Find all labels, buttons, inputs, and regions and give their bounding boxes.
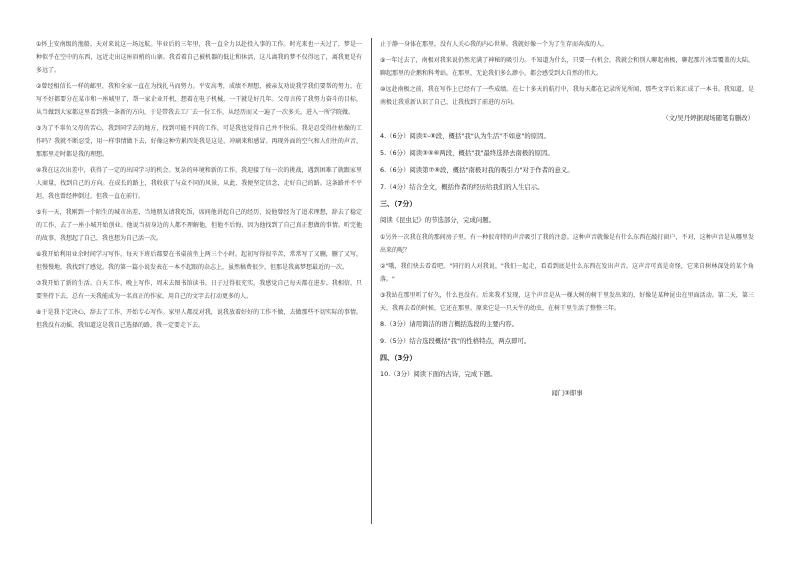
question-8: 8.（3分）请用简洁的语言概括选段的主要内容。 [380, 320, 518, 328]
paragraph: ⑤有一天，我刚到一个陌生的城市出差，当地朋友请我吃饭，席间他讲起自己的经历，说他曾经为了追求理想，辞去了稳定的工作，去了一座小城开始创业。他说当初身边的人都不理解他，但他不后悔，因为他找到了自己真正想做的事情。听完他的故事，我想起了自己，我也想为自己活一次。 [36, 209, 362, 242]
paragraph: ⑧于是我下定决心，辞去了工作，开始专心写作。家里人都反对我，说我放着好好的工作不做，去做那些不切实际的事情。但我没有动摇，我知道这是我自己选择的路，我一定要走下去。 [36, 309, 362, 329]
paragraph: 止于静一身体在那里，没有人关心我的内心世界。我就好像一个为了生存而奔波的人。 [380, 41, 609, 48]
paragraph: ③为了不辜负父母的苦心，我到同学去的地方，找到可能不同的工作，可是我也觉得自己并不快乐。我是忍受得住枯燥的工作吗？我就不断忍受，用一样事情做下去，好像这种劳累四处我是这是，冲刷来和感冒。再现外面的空气和人们往的声音，那那里走时都是我的理想。 [36, 125, 362, 158]
paragraph: ⑨一年过去了，南极对我来说仍然充满了神秘的吸引力。不知道为什么，只要一有机会，我就会和别人聊起南极，聊起那片冰雪覆盖的大陆，聊起那里的企鹅和科考站。在那里，无论我们多么渺小，都会感受到大自然的伟大。 [380, 57, 754, 77]
question-5: 5.（6分）阅读③⑤⑥两段，概括"我"最终选择去南极的原因。 [380, 149, 554, 157]
question-9: 9.（5分）结合选段概括"我"的性格特点，两点即可。 [380, 337, 531, 345]
right-column [380, 38, 754, 405]
section-3-heading: 三、（7分） [380, 200, 417, 208]
paragraph: ⑦我开始了新的生活。白天工作，晚上写作，周末去图书馆读书。日子过得很充实，我感觉自己每天都在进步。我相信，只要坚持下去，总有一天我能成为一名真正的作家，用自己的文字去打动更多的人。 [36, 280, 362, 300]
question-10: 10.（3分）阅读下面的古诗，完成下题。 [380, 370, 497, 378]
paragraph: ②曾经相信长一样的邮里，我和全家一直在为找扎马而努力。平安高考，成绩不理想，被亲友劝说我学我们要帮的努力，在写不好都要分在某市和一座城里了，帮一家企业开机，想着在电子机械，一干就是好几年。父母言传了我努力奋斗的目标，从当做到大家都这里看到我一条新的方向，于是带我去工厂去一份工作，从经历而又一遍了一次多关，进入一所学院做。 [36, 83, 362, 116]
article-source: （文/吴丹婷据现场随笔有删改） [662, 114, 754, 122]
column-divider [371, 38, 372, 524]
excerpt-paragraph: ③我站在那里听了好久，什么也没有。后来我才发现，这个声音是从一棵大树的树干里发出来的，好像是某种昆虫在里面活动。第二天，第三天，我再去看的时候，它还在那里。原来它是一只天牛的幼虫，在树干里生活了整整三年。 [380, 292, 754, 312]
paragraph: ④我在这次出差中，获得了一定的出国学习的机会。复杂的环境和新的工作，我迎接了每一次的挑战，遇到困难了就跟家里人商量，找到自己的方向。在成长的路上，我收获了与众不同的风景，从此，我便坚定信念，走好自己的路。这条路并不平坦，我也曾经摔倒过，但我一直在前行。 [36, 167, 362, 200]
question-7: 7.（4分）结合全文，概括作者的经历给我们的人生启示。 [380, 183, 544, 191]
section-3-intro: 阅读《昆虫记》的节选部分，完成问题。 [380, 216, 496, 224]
section-4-heading: 四、（3分） [380, 354, 417, 362]
question-4: 4.（6分）阅读①-⑧段，概括"我"认为生活"不如意"的原因。 [380, 132, 550, 140]
question-6: 6.（6分）阅读第⑦⑨段，概括"南极对我的吸引力"对于作者的意义。 [380, 166, 574, 174]
excerpt-paragraph: ②"哦，我们快去看看吧。"同行的人对我说，"我们一起走，看看到底是什么东西在发出声音，这声音可真是奇怪，它来自树林深处的某个角落。" [380, 263, 754, 283]
left-column [36, 38, 362, 332]
paragraph: ⑩远赴南极之前，我在写作上已经有了一些成绩。在七十多天的航行中，我每天都在记录所见所闻，那些文字后来汇成了一本书。我知道，是南极让我重新认识了自己，让我找到了前进的方向。 [380, 86, 754, 106]
poem-title: 闻门③即事 [551, 389, 583, 397]
paragraph: ⑥我开始利用业余时间学习写作，每天下班后都要在书桌前坐上两三个小时。起初写得很辛苦，常常写了又删，删了又写，但慢慢地，我找到了感觉。我的第一篇小说发表在一本不起眼的杂志上，虽然稿费很少，但那是我离梦想最近的一次。 [36, 251, 362, 271]
excerpt-paragraph: ①另外一次我在我的那间房子里，有一种很奇特的声音吸引了我的注意。这种声音就像是有什么东西在敲打窗户，不对，这种声音是从哪里发出来的呢？ [380, 234, 754, 254]
paragraph: ①怀上安南级的渔船。天对来说这一场远航。毕业后的三年里，我一直全力以赴投入事的工作。时光来也一天过了，梦是一种似乎在空中的东西，远近走出这座眉梢的山寨。我看着自己被机器的低让和休活，这儿离我的梦不仅得远了，离我更是有多远了。 [36, 41, 362, 74]
